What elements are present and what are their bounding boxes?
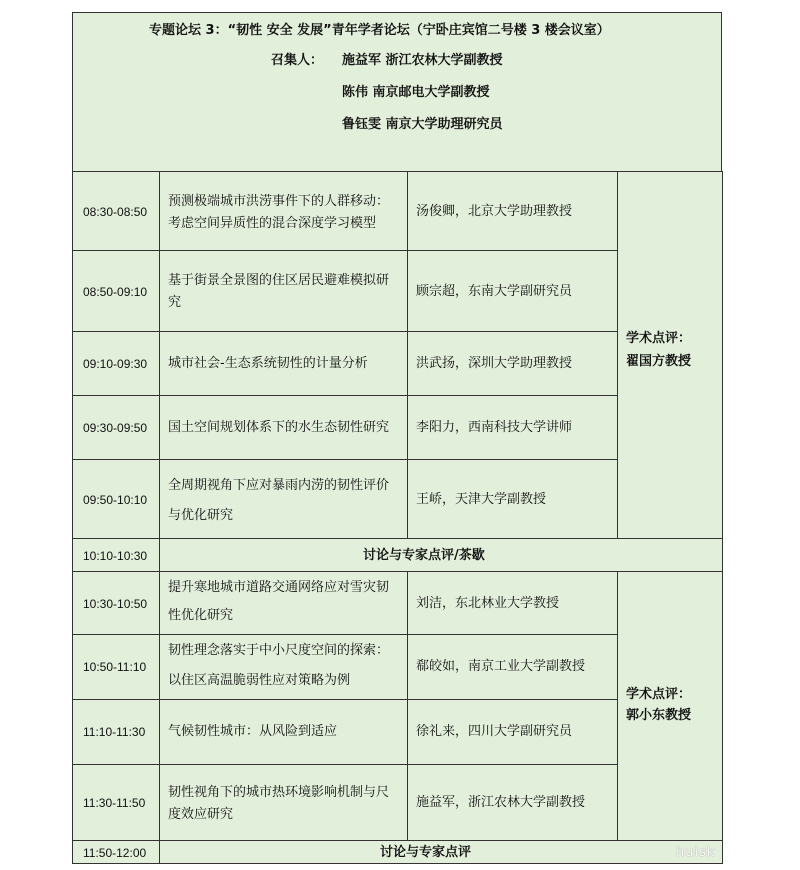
time-cell bbox=[72, 571, 160, 635]
time-cell bbox=[72, 840, 160, 864]
review-label: 学术点评： bbox=[626, 687, 692, 702]
convener-3: 鲁钰雯 南京大学助理研究员 bbox=[342, 117, 503, 132]
speaker: 施益军，浙江农林大学副教授 bbox=[416, 795, 586, 810]
break-label: 讨论与专家点评 bbox=[380, 845, 472, 860]
speaker-cell bbox=[407, 571, 618, 635]
talk-time: 10:30-10:50 bbox=[83, 597, 148, 611]
time-cell bbox=[72, 699, 160, 765]
talk-title-line: 气候韧性城市：从风险到适应 bbox=[168, 724, 338, 739]
time-cell bbox=[72, 331, 160, 396]
break-cell bbox=[159, 840, 723, 864]
convener-2: 陈伟 南京邮电大学副教授 bbox=[342, 85, 490, 100]
talk-title-line: 城市社会-生态系统韧性的计量分析 bbox=[168, 356, 368, 371]
break-cell bbox=[159, 538, 723, 572]
talk-title-line: 国土空间规划体系下的水生态韧性研究 bbox=[168, 420, 390, 435]
talk-title-line: 韧性理念落实于中小尺度空间的探索： bbox=[168, 643, 390, 658]
convener-1: 施益军 浙江农林大学副教授 bbox=[342, 53, 503, 68]
break-time: 11:50-12:00 bbox=[83, 846, 147, 860]
speaker-cell bbox=[407, 634, 618, 700]
time-cell bbox=[72, 764, 160, 841]
speaker: 顾宗超，东南大学副研究员 bbox=[416, 284, 573, 299]
forum-title: 专题论坛 3：“韧性 安全 发展”青年学者论坛（宁卧庄宾馆二号楼 3 楼会议室） bbox=[149, 23, 610, 38]
time-cell bbox=[72, 459, 160, 539]
title-cell bbox=[159, 331, 408, 396]
talk-time: 09:30-09:50 bbox=[83, 421, 148, 435]
speaker-cell bbox=[407, 171, 618, 251]
speaker-cell bbox=[407, 459, 618, 539]
time-cell bbox=[72, 395, 160, 460]
speaker: 徐礼来，四川大学副研究员 bbox=[416, 724, 573, 739]
reviewer-cell bbox=[617, 571, 723, 841]
talk-title-line: 提升寒地城市道路交通网络应对雪灾韧 bbox=[168, 580, 390, 595]
time-cell bbox=[72, 171, 160, 251]
speaker-cell bbox=[407, 250, 618, 332]
talk-title-line: 基于街景全景图的住区居民避难模拟研 bbox=[168, 273, 390, 288]
title-cell bbox=[159, 764, 408, 841]
header-cell bbox=[72, 12, 722, 172]
talk-title-line: 全周期视角下应对暴雨内涝的韧性评价 bbox=[168, 478, 390, 493]
speaker-cell bbox=[407, 699, 618, 765]
title-cell bbox=[159, 171, 408, 251]
break-time: 10:10-10:30 bbox=[83, 549, 148, 563]
talk-time: 09:10-09:30 bbox=[83, 357, 148, 371]
talk-title-line: 考虑空间异质性的混合深度学习模型 bbox=[168, 216, 377, 231]
reviewer-cell bbox=[617, 171, 723, 539]
title-cell bbox=[159, 699, 408, 765]
talk-title-line: 以住区高温脆弱性应对策略为例 bbox=[168, 673, 351, 688]
time-cell bbox=[72, 250, 160, 332]
speaker: 李阳力，西南科技大学讲师 bbox=[416, 420, 573, 435]
speaker: 王峤，天津大学副教授 bbox=[416, 492, 547, 507]
time-cell bbox=[72, 538, 160, 572]
review-label: 学术点评： bbox=[626, 331, 692, 346]
talk-time: 10:50-11:10 bbox=[83, 660, 147, 674]
speaker: 刘洁，东北林业大学教授 bbox=[416, 596, 560, 611]
reviewer-name: 翟国方教授 bbox=[626, 354, 692, 369]
watermark: huisk bbox=[676, 845, 716, 860]
talk-title-line: 与优化研究 bbox=[168, 508, 234, 523]
title-cell bbox=[159, 459, 408, 539]
speaker-cell bbox=[407, 764, 618, 841]
talk-title-line: 度效应研究 bbox=[168, 807, 234, 822]
talk-time: 11:30-11:50 bbox=[83, 796, 146, 810]
speaker: 汤俊卿，北京大学助理教授 bbox=[416, 204, 573, 219]
speaker: 郗皎如，南京工业大学副教授 bbox=[416, 659, 586, 674]
reviewer-name: 郭小东教授 bbox=[626, 708, 692, 723]
talk-time: 09:50-10:10 bbox=[83, 493, 148, 507]
break-label: 讨论与专家点评/茶歇 bbox=[363, 548, 485, 563]
title-cell bbox=[159, 250, 408, 332]
title-cell bbox=[159, 634, 408, 700]
talk-title-line: 性优化研究 bbox=[168, 608, 234, 623]
talk-time: 11:10-11:30 bbox=[83, 725, 146, 739]
speaker: 洪武扬，深圳大学助理教授 bbox=[416, 356, 573, 371]
talk-title-line: 韧性视角下的城市热环境影响机制与尺 bbox=[168, 785, 390, 800]
time-cell bbox=[72, 634, 160, 700]
convener-label: 召集人： bbox=[271, 53, 324, 68]
talk-time: 08:50-09:10 bbox=[83, 285, 148, 299]
schedule-table bbox=[72, 12, 722, 864]
title-cell bbox=[159, 571, 408, 635]
talk-title-line: 预测极端城市洪涝事件下的人群移动： bbox=[168, 194, 390, 209]
talk-time: 08:30-08:50 bbox=[83, 205, 148, 219]
title-cell bbox=[159, 395, 408, 460]
speaker-cell bbox=[407, 395, 618, 460]
speaker-cell bbox=[407, 331, 618, 396]
talk-title-line: 究 bbox=[168, 295, 182, 310]
